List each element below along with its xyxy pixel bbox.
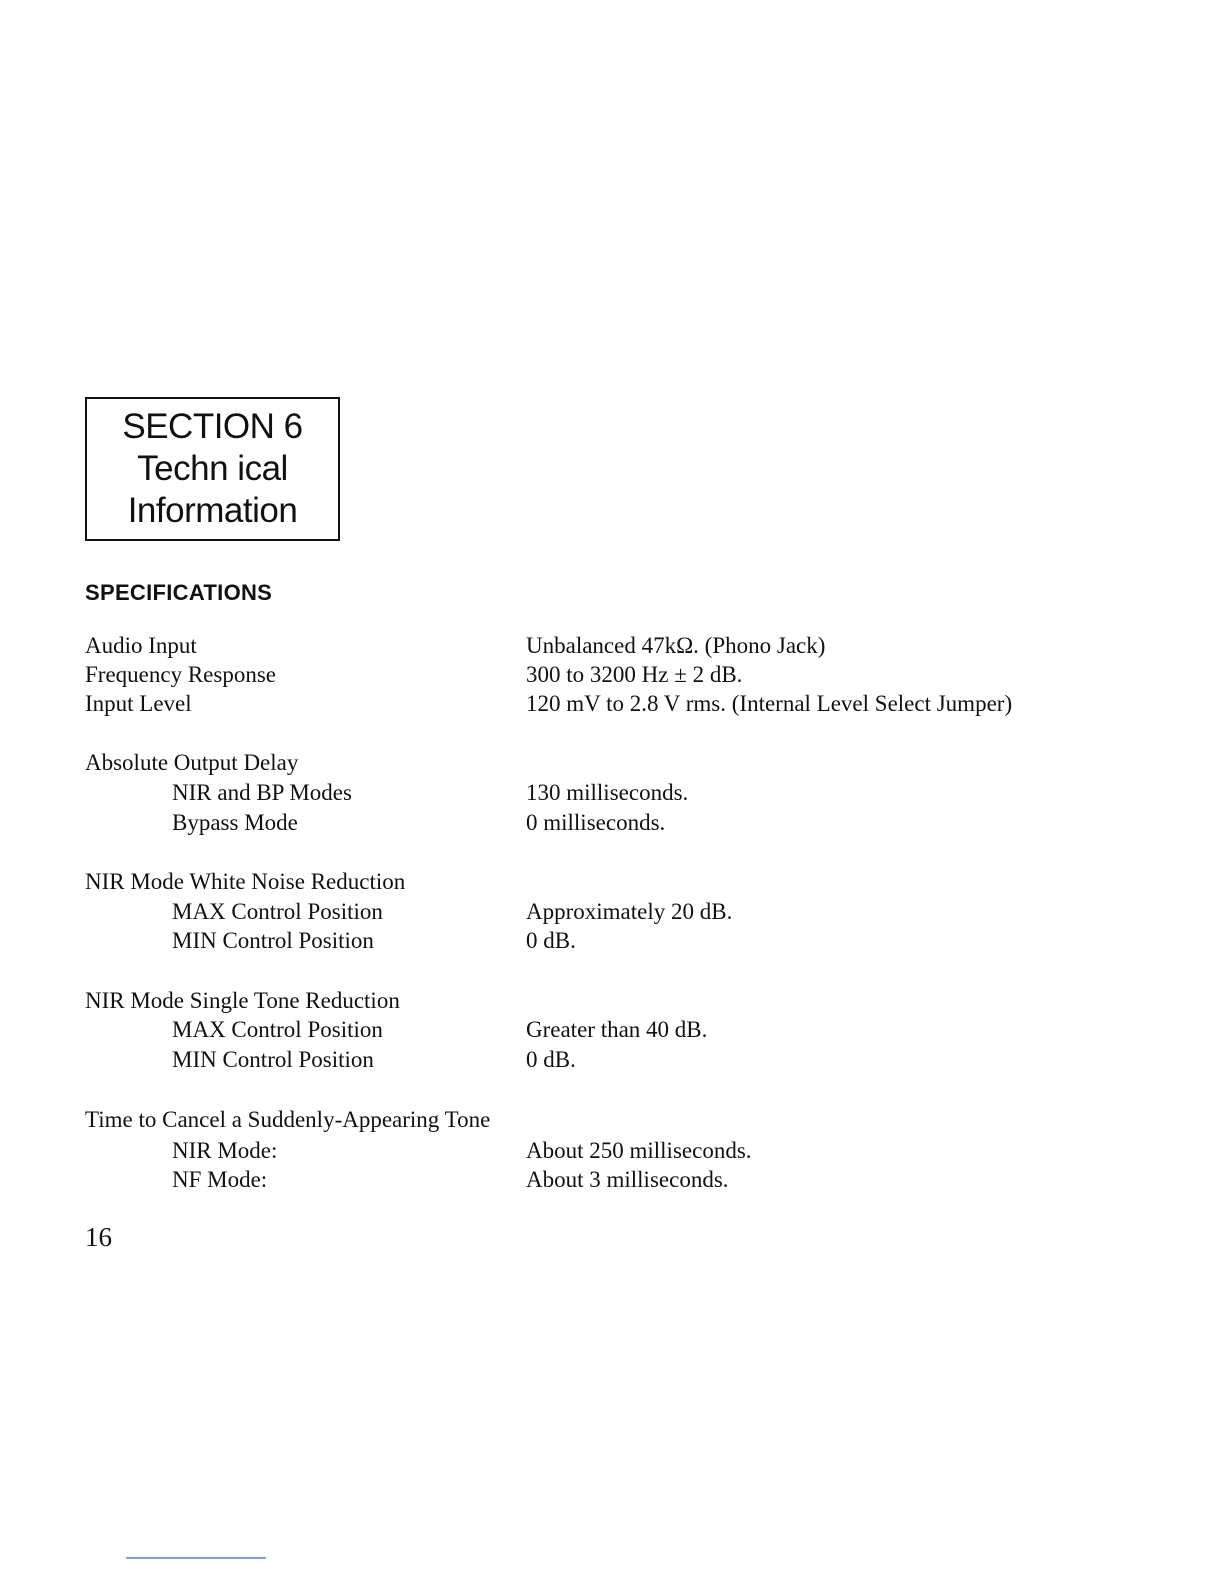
spec-sublabel-white-noise-min: MIN Control Position: [172, 928, 374, 953]
spec-value-cancel-nf: About 3 milliseconds.: [526, 1167, 729, 1192]
spec-sublabel-cancel-nf: NF Mode:: [172, 1167, 268, 1192]
spec-label-white-noise: NIR Mode White Noise Reduction: [85, 869, 406, 894]
section-number: SECTION 6: [122, 407, 303, 446]
spec-value-audio-input: Unbalanced 47kΩ. (Phono Jack): [526, 633, 826, 658]
section-title-line-1: Techn ical: [137, 449, 288, 488]
spec-label-cancel-time: Time to Cancel a Suddenly-Appearing Tone: [85, 1107, 491, 1132]
spec-value-input-level: 120 mV to 2.8 V rms. (Internal Level Select Jumper): [526, 691, 1013, 716]
spec-sublabel-bypass: Bypass Mode: [172, 810, 298, 835]
spec-label-frequency-response: Frequency Response: [85, 662, 276, 687]
specifications-heading: SPECIFICATIONS: [85, 580, 273, 605]
spec-label-output-delay: Absolute Output Delay: [85, 750, 299, 775]
section-title-box: [85, 397, 340, 541]
bottom-rule: [126, 1557, 266, 1559]
spec-value-single-tone-max: Greater than 40 dB.: [526, 1017, 708, 1042]
section-title-line-2: Information: [127, 491, 298, 530]
spec-label-single-tone: NIR Mode Single Tone Reduction: [85, 988, 400, 1013]
spec-value-cancel-nir: About 250 milliseconds.: [526, 1138, 752, 1163]
spec-sublabel-single-tone-max: MAX Control Position: [172, 1017, 383, 1042]
spec-value-white-noise-max: Approximately 20 dB.: [526, 899, 733, 924]
spec-label-input-level: Input Level: [85, 691, 192, 716]
spec-value-single-tone-min: 0 dB.: [526, 1047, 576, 1072]
spec-value-white-noise-min: 0 dB.: [526, 928, 576, 953]
spec-sublabel-single-tone-min: MIN Control Position: [172, 1047, 374, 1072]
spec-sublabel-nir-bp: NIR and BP Modes: [172, 780, 352, 805]
spec-label-audio-input: Audio Input: [85, 633, 197, 658]
spec-value-frequency-response: 300 to 3200 Hz ± 2 dB.: [526, 662, 743, 687]
spec-value-bypass: 0 milliseconds.: [526, 810, 666, 835]
spec-value-nir-bp: 130 milliseconds.: [526, 780, 689, 805]
spec-sublabel-cancel-nir: NIR Mode:: [172, 1138, 278, 1163]
page-number: 16: [85, 1222, 112, 1252]
spec-sublabel-white-noise-max: MAX Control Position: [172, 899, 383, 924]
